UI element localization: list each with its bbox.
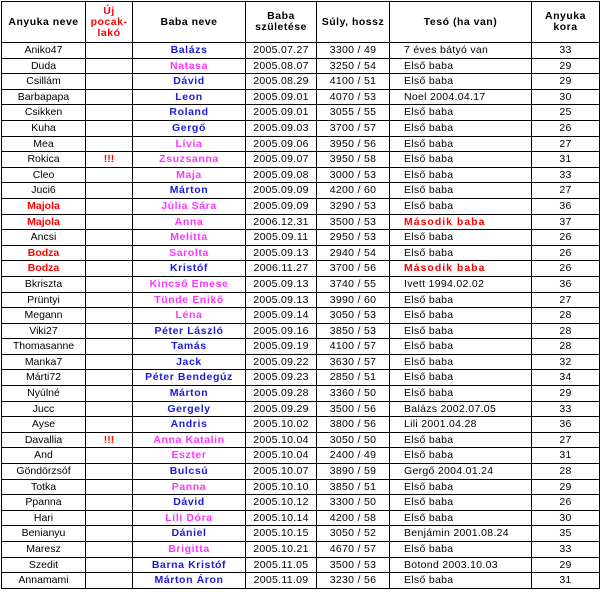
weight-length-cell: 4200 / 60 (317, 183, 390, 199)
weight-length-cell: 3000 / 53 (317, 167, 390, 183)
baby-name-cell: Márton (133, 183, 246, 199)
mother-name-cell: Csillám (2, 74, 86, 90)
table-row (2, 495, 600, 511)
new-bump-cell (86, 557, 133, 573)
mother-name-cell: Kuha (2, 120, 86, 136)
header-row (2, 2, 600, 43)
new-bump-cell (86, 136, 133, 152)
table-row (2, 276, 600, 292)
birth-date-cell: 2005.10.02 (246, 417, 317, 433)
table-row (2, 167, 600, 183)
table-row (2, 214, 600, 230)
mother-name-cell: Totka (2, 479, 86, 495)
mother-age-cell: 28 (532, 339, 600, 355)
new-bump-cell (86, 308, 133, 324)
baby-name-cell: Jack (133, 354, 246, 370)
baby-name-cell: Márton Áron (133, 573, 246, 589)
new-bump-cell (86, 74, 133, 90)
birth-date-cell: 2006.12.31 (246, 214, 317, 230)
mother-name-cell: Hari (2, 510, 86, 526)
weight-length-cell: 3360 / 50 (317, 386, 390, 402)
sibling-cell: Első baba (390, 573, 532, 589)
mother-age-cell: 34 (532, 370, 600, 386)
weight-length-cell: 3630 / 57 (317, 354, 390, 370)
table-row (2, 89, 600, 105)
table-row (2, 386, 600, 402)
table-row (2, 323, 600, 339)
new-bump-cell: !!! (86, 432, 133, 448)
mother-name-cell: Bkriszta (2, 276, 86, 292)
birth-date-cell: 2005.10.14 (246, 510, 317, 526)
mother-name-cell: Prüntyi (2, 292, 86, 308)
mother-age-cell: 36 (532, 276, 600, 292)
baby-name-cell: Brigitta (133, 542, 246, 558)
sibling-cell: Első baba (390, 432, 532, 448)
table-row (2, 432, 600, 448)
weight-length-cell: 4100 / 57 (317, 339, 390, 355)
weight-length-cell: 3890 / 59 (317, 464, 390, 480)
table-row (2, 370, 600, 386)
new-bump-cell (86, 448, 133, 464)
sibling-cell: Első baba (390, 74, 532, 90)
mother-name-cell: And (2, 448, 86, 464)
mother-name-cell: Márti72 (2, 370, 86, 386)
mother-age-cell: 26 (532, 230, 600, 246)
table-row (2, 542, 600, 558)
weight-length-cell: 3700 / 57 (317, 120, 390, 136)
birth-date-cell: 2005.09.13 (246, 276, 317, 292)
mother-name-cell: Megann (2, 308, 86, 324)
sibling-cell: Első baba (390, 448, 532, 464)
mother-age-cell: 33 (532, 542, 600, 558)
sibling-cell: Első baba (390, 308, 532, 324)
mother-age-cell: 29 (532, 557, 600, 573)
mother-name-cell: Juci6 (2, 183, 86, 199)
weight-length-cell: 4070 / 53 (317, 89, 390, 105)
baby-name-cell: Eszter (133, 448, 246, 464)
weight-length-cell: 3300 / 50 (317, 495, 390, 511)
baby-name-cell: Júlia Sára (133, 198, 246, 214)
birth-date-cell: 2005.09.06 (246, 136, 317, 152)
weight-length-cell: 3230 / 56 (317, 573, 390, 589)
sibling-cell: Első baba (390, 120, 532, 136)
sibling-cell: Első baba (390, 167, 532, 183)
mother-name-cell: Rokica (2, 152, 86, 168)
sibling-cell: Első baba (390, 230, 532, 246)
mother-name-cell: Majola (2, 198, 86, 214)
new-bump-cell (86, 464, 133, 480)
sibling-cell: Első baba (390, 323, 532, 339)
table-row (2, 292, 600, 308)
baby-name-cell: Márton (133, 386, 246, 402)
birth-date-cell: 2005.09.23 (246, 370, 317, 386)
mother-age-cell: 29 (532, 74, 600, 90)
birth-date-cell: 2005.10.04 (246, 448, 317, 464)
sibling-cell: Első baba (390, 152, 532, 168)
new-bump-cell (86, 183, 133, 199)
table-row (2, 120, 600, 136)
weight-length-cell: 3500 / 53 (317, 557, 390, 573)
birth-date-cell: 2005.09.19 (246, 339, 317, 355)
baby-name-cell: Andris (133, 417, 246, 433)
sibling-cell: Ivett 1994.02.02 (390, 276, 532, 292)
new-bump-cell (86, 370, 133, 386)
mother-age-cell: 33 (532, 167, 600, 183)
mother-age-cell: 31 (532, 573, 600, 589)
mother-name-cell: Annamami (2, 573, 86, 589)
new-bump-cell (86, 479, 133, 495)
new-bump-cell: !!! (86, 152, 133, 168)
baby-name-cell: Leon (133, 89, 246, 105)
birth-date-cell: 2005.10.21 (246, 542, 317, 558)
table-row (2, 183, 600, 199)
sibling-cell: Első baba (390, 370, 532, 386)
mother-name-cell: Jucc (2, 401, 86, 417)
sibling-cell: Első baba (390, 198, 532, 214)
table-row (2, 339, 600, 355)
mother-name-cell: Ppanna (2, 495, 86, 511)
mother-name-cell: Maresz (2, 542, 86, 558)
table-row (2, 417, 600, 433)
birth-date-cell: 2005.09.09 (246, 183, 317, 199)
birth-date-cell: 2005.08.29 (246, 74, 317, 90)
birth-date-cell: 2005.09.01 (246, 105, 317, 121)
birth-date-cell: 2006.11.27 (246, 261, 317, 277)
new-bump-cell (86, 245, 133, 261)
weight-length-cell: 3990 / 60 (317, 292, 390, 308)
mother-name-cell: Aniko47 (2, 43, 86, 59)
weight-length-cell: 3055 / 55 (317, 105, 390, 121)
new-bump-cell (86, 339, 133, 355)
table-row (2, 464, 600, 480)
mother-name-cell: Barbapapa (2, 89, 86, 105)
table-row (2, 401, 600, 417)
sibling-cell: Első baba (390, 386, 532, 402)
sibling-cell: Első baba (390, 479, 532, 495)
baby-name-cell: Roland (133, 105, 246, 121)
sibling-cell: Noel 2004.04.17 (390, 89, 532, 105)
new-bump-cell (86, 198, 133, 214)
table-row (2, 105, 600, 121)
table-row (2, 74, 600, 90)
mother-name-cell: Thomasanne (2, 339, 86, 355)
baby-name-cell: Dávid (133, 74, 246, 90)
sibling-cell: Gergő 2004.01.24 (390, 464, 532, 480)
table-row (2, 308, 600, 324)
table-row (2, 136, 600, 152)
birth-date-cell: 2005.07.27 (246, 43, 317, 59)
birth-date-cell: 2005.09.11 (246, 230, 317, 246)
table-row (2, 510, 600, 526)
header-birth-date: Baba születése (246, 2, 317, 43)
new-bump-cell (86, 58, 133, 74)
birth-date-cell: 2005.09.13 (246, 292, 317, 308)
mother-name-cell: Cleo (2, 167, 86, 183)
new-bump-cell (86, 276, 133, 292)
birth-date-cell: 2005.09.01 (246, 89, 317, 105)
weight-length-cell: 3850 / 51 (317, 479, 390, 495)
table-row (2, 573, 600, 589)
mother-age-cell: 29 (532, 386, 600, 402)
baby-name-cell: Anna Katalin (133, 432, 246, 448)
sibling-cell: Első baba (390, 245, 532, 261)
weight-length-cell: 2950 / 53 (317, 230, 390, 246)
baby-name-cell: Kristóf (133, 261, 246, 277)
mother-age-cell: 26 (532, 495, 600, 511)
header-new-bump: Új pocak-lakó (86, 2, 133, 43)
weight-length-cell: 3050 / 50 (317, 432, 390, 448)
baby-name-cell: Péter László (133, 323, 246, 339)
baby-name-cell: Panna (133, 479, 246, 495)
table-row (2, 261, 600, 277)
sibling-cell: 7 éves bátyó van (390, 43, 532, 59)
mother-name-cell: Csikken (2, 105, 86, 121)
new-bump-cell (86, 354, 133, 370)
table-row (2, 479, 600, 495)
birth-date-cell: 2005.09.14 (246, 308, 317, 324)
mother-age-cell: 29 (532, 58, 600, 74)
weight-length-cell: 4200 / 58 (317, 510, 390, 526)
sibling-cell: Második baba (390, 261, 532, 277)
sibling-cell: Első baba (390, 292, 532, 308)
table-row (2, 448, 600, 464)
baby-name-cell: Maja (133, 167, 246, 183)
mother-name-cell: Mea (2, 136, 86, 152)
baby-name-cell: Tünde Enikő (133, 292, 246, 308)
mother-age-cell: 33 (532, 401, 600, 417)
mother-name-cell: Szedit (2, 557, 86, 573)
weight-length-cell: 3050 / 53 (317, 308, 390, 324)
table-row (2, 526, 600, 542)
weight-length-cell: 3850 / 53 (317, 323, 390, 339)
sibling-cell: Második baba (390, 214, 532, 230)
mother-age-cell: 32 (532, 354, 600, 370)
mother-name-cell: Ayse (2, 417, 86, 433)
mother-age-cell: 26 (532, 245, 600, 261)
mother-age-cell: 30 (532, 89, 600, 105)
weight-length-cell: 3800 / 56 (317, 417, 390, 433)
weight-length-cell: 3500 / 53 (317, 214, 390, 230)
mother-age-cell: 26 (532, 120, 600, 136)
birth-date-cell: 2005.09.28 (246, 386, 317, 402)
mother-age-cell: 29 (532, 479, 600, 495)
table-row (2, 230, 600, 246)
new-bump-cell (86, 495, 133, 511)
new-bump-cell (86, 292, 133, 308)
baby-name-cell: Gergő (133, 120, 246, 136)
weight-length-cell: 3740 / 55 (317, 276, 390, 292)
sibling-cell: Első baba (390, 105, 532, 121)
header-weight-length: Súly, hossz (317, 2, 390, 43)
table-row (2, 58, 600, 74)
birth-date-cell: 2005.09.13 (246, 245, 317, 261)
birth-date-cell: 2005.08.07 (246, 58, 317, 74)
weight-length-cell: 3250 / 54 (317, 58, 390, 74)
birth-date-cell: 2005.10.07 (246, 464, 317, 480)
mother-age-cell: 30 (532, 510, 600, 526)
mother-age-cell: 26 (532, 261, 600, 277)
new-bump-cell (86, 43, 133, 59)
mother-age-cell: 25 (532, 105, 600, 121)
table-row (2, 43, 600, 59)
weight-length-cell: 3500 / 56 (317, 401, 390, 417)
mother-name-cell: Manka7 (2, 354, 86, 370)
table-row (2, 152, 600, 168)
baby-name-cell: Tamás (133, 339, 246, 355)
weight-length-cell: 2940 / 54 (317, 245, 390, 261)
birth-date-cell: 2005.09.22 (246, 354, 317, 370)
mother-age-cell: 27 (532, 432, 600, 448)
weight-length-cell: 3950 / 58 (317, 152, 390, 168)
birth-date-cell: 2005.09.29 (246, 401, 317, 417)
weight-length-cell: 2850 / 51 (317, 370, 390, 386)
sibling-cell: Első baba (390, 58, 532, 74)
weight-length-cell: 4670 / 57 (317, 542, 390, 558)
baby-name-cell: Bulcsú (133, 464, 246, 480)
table-row (2, 557, 600, 573)
birth-date-cell: 2005.10.04 (246, 432, 317, 448)
mother-name-cell: Nyúlné (2, 386, 86, 402)
birth-date-cell: 2005.11.09 (246, 573, 317, 589)
mother-name-cell: Viki27 (2, 323, 86, 339)
baby-name-cell: Sarolta (133, 245, 246, 261)
baby-name-cell: Dávid (133, 495, 246, 511)
table-row (2, 198, 600, 214)
new-bump-cell (86, 401, 133, 417)
baby-name-cell: Lívia (133, 136, 246, 152)
sibling-cell: Első baba (390, 510, 532, 526)
birth-date-cell: 2005.09.09 (246, 198, 317, 214)
birth-date-cell: 2005.10.15 (246, 526, 317, 542)
birth-date-cell: 2005.09.16 (246, 323, 317, 339)
header-baby-name: Baba neve (133, 2, 246, 43)
mother-age-cell: 36 (532, 417, 600, 433)
new-bump-cell (86, 386, 133, 402)
mother-name-cell: Benianyu (2, 526, 86, 542)
mother-age-cell: 33 (532, 43, 600, 59)
new-bump-cell (86, 542, 133, 558)
baby-name-cell: Gergely (133, 401, 246, 417)
sibling-cell: Első baba (390, 183, 532, 199)
mother-age-cell: 28 (532, 308, 600, 324)
mother-name-cell: Ancsi (2, 230, 86, 246)
sibling-cell: Balázs 2002.07.05 (390, 401, 532, 417)
header-sibling: Tesó (ha van) (390, 2, 532, 43)
table-row (2, 245, 600, 261)
mother-name-cell: Duda (2, 58, 86, 74)
sibling-cell: Első baba (390, 542, 532, 558)
new-bump-cell (86, 230, 133, 246)
table-body (2, 43, 600, 589)
baby-name-cell: Melitta (133, 230, 246, 246)
mother-age-cell: 28 (532, 464, 600, 480)
new-bump-cell (86, 417, 133, 433)
sibling-cell: Első baba (390, 495, 532, 511)
mother-age-cell: 37 (532, 214, 600, 230)
baby-name-cell: Barna Kristóf (133, 557, 246, 573)
birth-date-cell: 2005.09.07 (246, 152, 317, 168)
header-mother-age: Anyuka kora (532, 2, 600, 43)
birth-date-cell: 2005.11.05 (246, 557, 317, 573)
mother-name-cell: Bodza (2, 245, 86, 261)
weight-length-cell: 4100 / 51 (317, 74, 390, 90)
weight-length-cell: 2400 / 49 (317, 448, 390, 464)
baby-name-cell: Natasa (133, 58, 246, 74)
mother-age-cell: 27 (532, 183, 600, 199)
new-bump-cell (86, 573, 133, 589)
mother-age-cell: 36 (532, 198, 600, 214)
birth-date-cell: 2005.10.10 (246, 479, 317, 495)
sibling-cell: Lili 2001.04.28 (390, 417, 532, 433)
mother-name-cell: Bodza (2, 261, 86, 277)
new-bump-cell (86, 526, 133, 542)
baby-name-cell: Lili Dóra (133, 510, 246, 526)
baby-name-cell: Balázs (133, 43, 246, 59)
birth-date-cell: 2005.10.12 (246, 495, 317, 511)
birth-registry-table (1, 1, 600, 589)
baby-name-cell: Léna (133, 308, 246, 324)
weight-length-cell: 3700 / 56 (317, 261, 390, 277)
new-bump-cell (86, 120, 133, 136)
birth-date-cell: 2005.09.03 (246, 120, 317, 136)
mother-age-cell: 27 (532, 136, 600, 152)
mother-age-cell: 27 (532, 292, 600, 308)
baby-name-cell: Kincső Emese (133, 276, 246, 292)
header-mother-name: Anyuka neve (2, 2, 86, 43)
new-bump-cell (86, 323, 133, 339)
weight-length-cell: 3300 / 49 (317, 43, 390, 59)
baby-name-cell: Péter Bendegúz (133, 370, 246, 386)
table-row (2, 354, 600, 370)
mother-name-cell: Davallia (2, 432, 86, 448)
sibling-cell: Első baba (390, 354, 532, 370)
mother-age-cell: 35 (532, 526, 600, 542)
mother-age-cell: 31 (532, 448, 600, 464)
mother-name-cell: Göndörzsóf (2, 464, 86, 480)
birth-date-cell: 2005.09.08 (246, 167, 317, 183)
new-bump-cell (86, 214, 133, 230)
mother-name-cell: Majola (2, 214, 86, 230)
weight-length-cell: 3290 / 53 (317, 198, 390, 214)
baby-name-cell: Zsuzsanna (133, 152, 246, 168)
new-bump-cell (86, 167, 133, 183)
mother-age-cell: 28 (532, 323, 600, 339)
new-bump-cell (86, 510, 133, 526)
new-bump-cell (86, 105, 133, 121)
baby-name-cell: Dániel (133, 526, 246, 542)
sibling-cell: Első baba (390, 339, 532, 355)
sibling-cell: Első baba (390, 136, 532, 152)
new-bump-cell (86, 89, 133, 105)
weight-length-cell: 3050 / 52 (317, 526, 390, 542)
mother-age-cell: 31 (532, 152, 600, 168)
sibling-cell: Benjámin 2001.08.24 (390, 526, 532, 542)
weight-length-cell: 3950 / 56 (317, 136, 390, 152)
new-bump-cell (86, 261, 133, 277)
sibling-cell: Botond 2003.10.03 (390, 557, 532, 573)
baby-name-cell: Anna (133, 214, 246, 230)
